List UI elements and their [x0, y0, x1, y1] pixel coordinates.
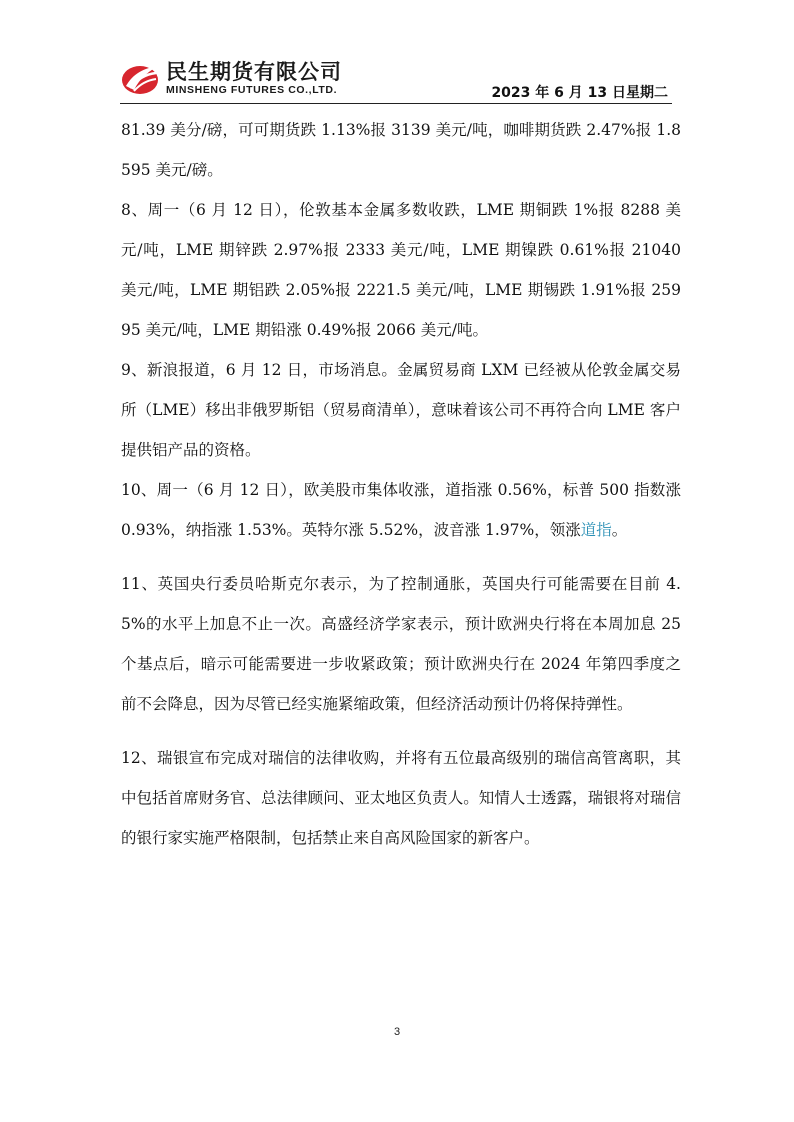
report-date: 2023 年 6 月 13 日星期二: [491, 85, 668, 101]
header-divider: [120, 103, 672, 104]
company-name-en: MINSHENG FUTURES CO.,LTD.: [166, 84, 338, 96]
paragraph-9-lxm: 9、新浪报道，6 月 12 日，市场消息。金属贸易商 LXM 已经被从伦敦金属交易所（LME）移出非俄罗斯铝（贸易商清单），意味着该公司不再符合向 LME 客户提供铝产品的资格。: [121, 361, 681, 459]
paragraph-11-boe: 11、英国央行委员哈斯克尔表示，为了控制通胀，英国央行可能需要在目前 4.5%的水平上加息不止一次。高盛经济学家表示，预计欧洲央行将在本周加息 25 个基点后，暗示可能需要进一步收紧政策；预计欧洲央行在 2024 年第四季度之前不会降息，因为尽管已经实施紧缩政策，但经济活动预计仍将保持弹性。: [121, 575, 681, 713]
company-logo: [120, 56, 380, 100]
spacer: [121, 724, 681, 738]
paragraph-10-us-stocks: [121, 470, 681, 550]
dow-jones-link[interactable]: 道指: [580, 521, 612, 539]
paragraph-10-text: 10、周一（6 月 12 日），欧美股市集体收涨，道指涨 0.56%，标普 500 指数涨 0.93%，纳指涨 1.53%。英特尔涨 5.52%，波音涨 1.97%，领涨: [121, 481, 681, 539]
document-body: [121, 110, 681, 858]
paragraph-8-lme-metals: 8、周一（6 月 12 日），伦敦基本金属多数收跌，LME 期铜跌 1%报 8288 美元/吨，LME 期锌跌 2.97%报 2333 美元/吨，LME 期镍跌 0.61%报 21040 美元/吨，LME 期铝跌 2.05%报 2221.5 美元/吨，LME 期锡跌 1.91%报 25995 美元/吨，LME 期铅涨 0.49%报 2066 美元/吨。: [121, 201, 681, 339]
paragraph-continued: 81.39 美分/磅，可可期货跌 1.13%报 3139 美元/吨，咖啡期货跌 2.47%报 1.8595 美元/磅。: [121, 121, 681, 179]
page-number: 3: [393, 1026, 401, 1038]
minsheng-swoosh-logo-icon: [120, 58, 160, 98]
paragraph-10-end: 。: [611, 521, 628, 539]
company-name-cn: 民生期货有限公司: [166, 60, 342, 84]
spacer: [121, 550, 681, 564]
paragraph-12-ubs: 12、瑞银宣布完成对瑞信的法律收购，并将有五位最高级别的瑞信高管离职，其中包括首席财务官、总法律顾问、亚太地区负责人。知情人士透露，瑞银将对瑞信的银行家实施严格限制，包括禁止来自高风险国家的新客户。: [121, 749, 681, 847]
page-header: [120, 56, 680, 104]
